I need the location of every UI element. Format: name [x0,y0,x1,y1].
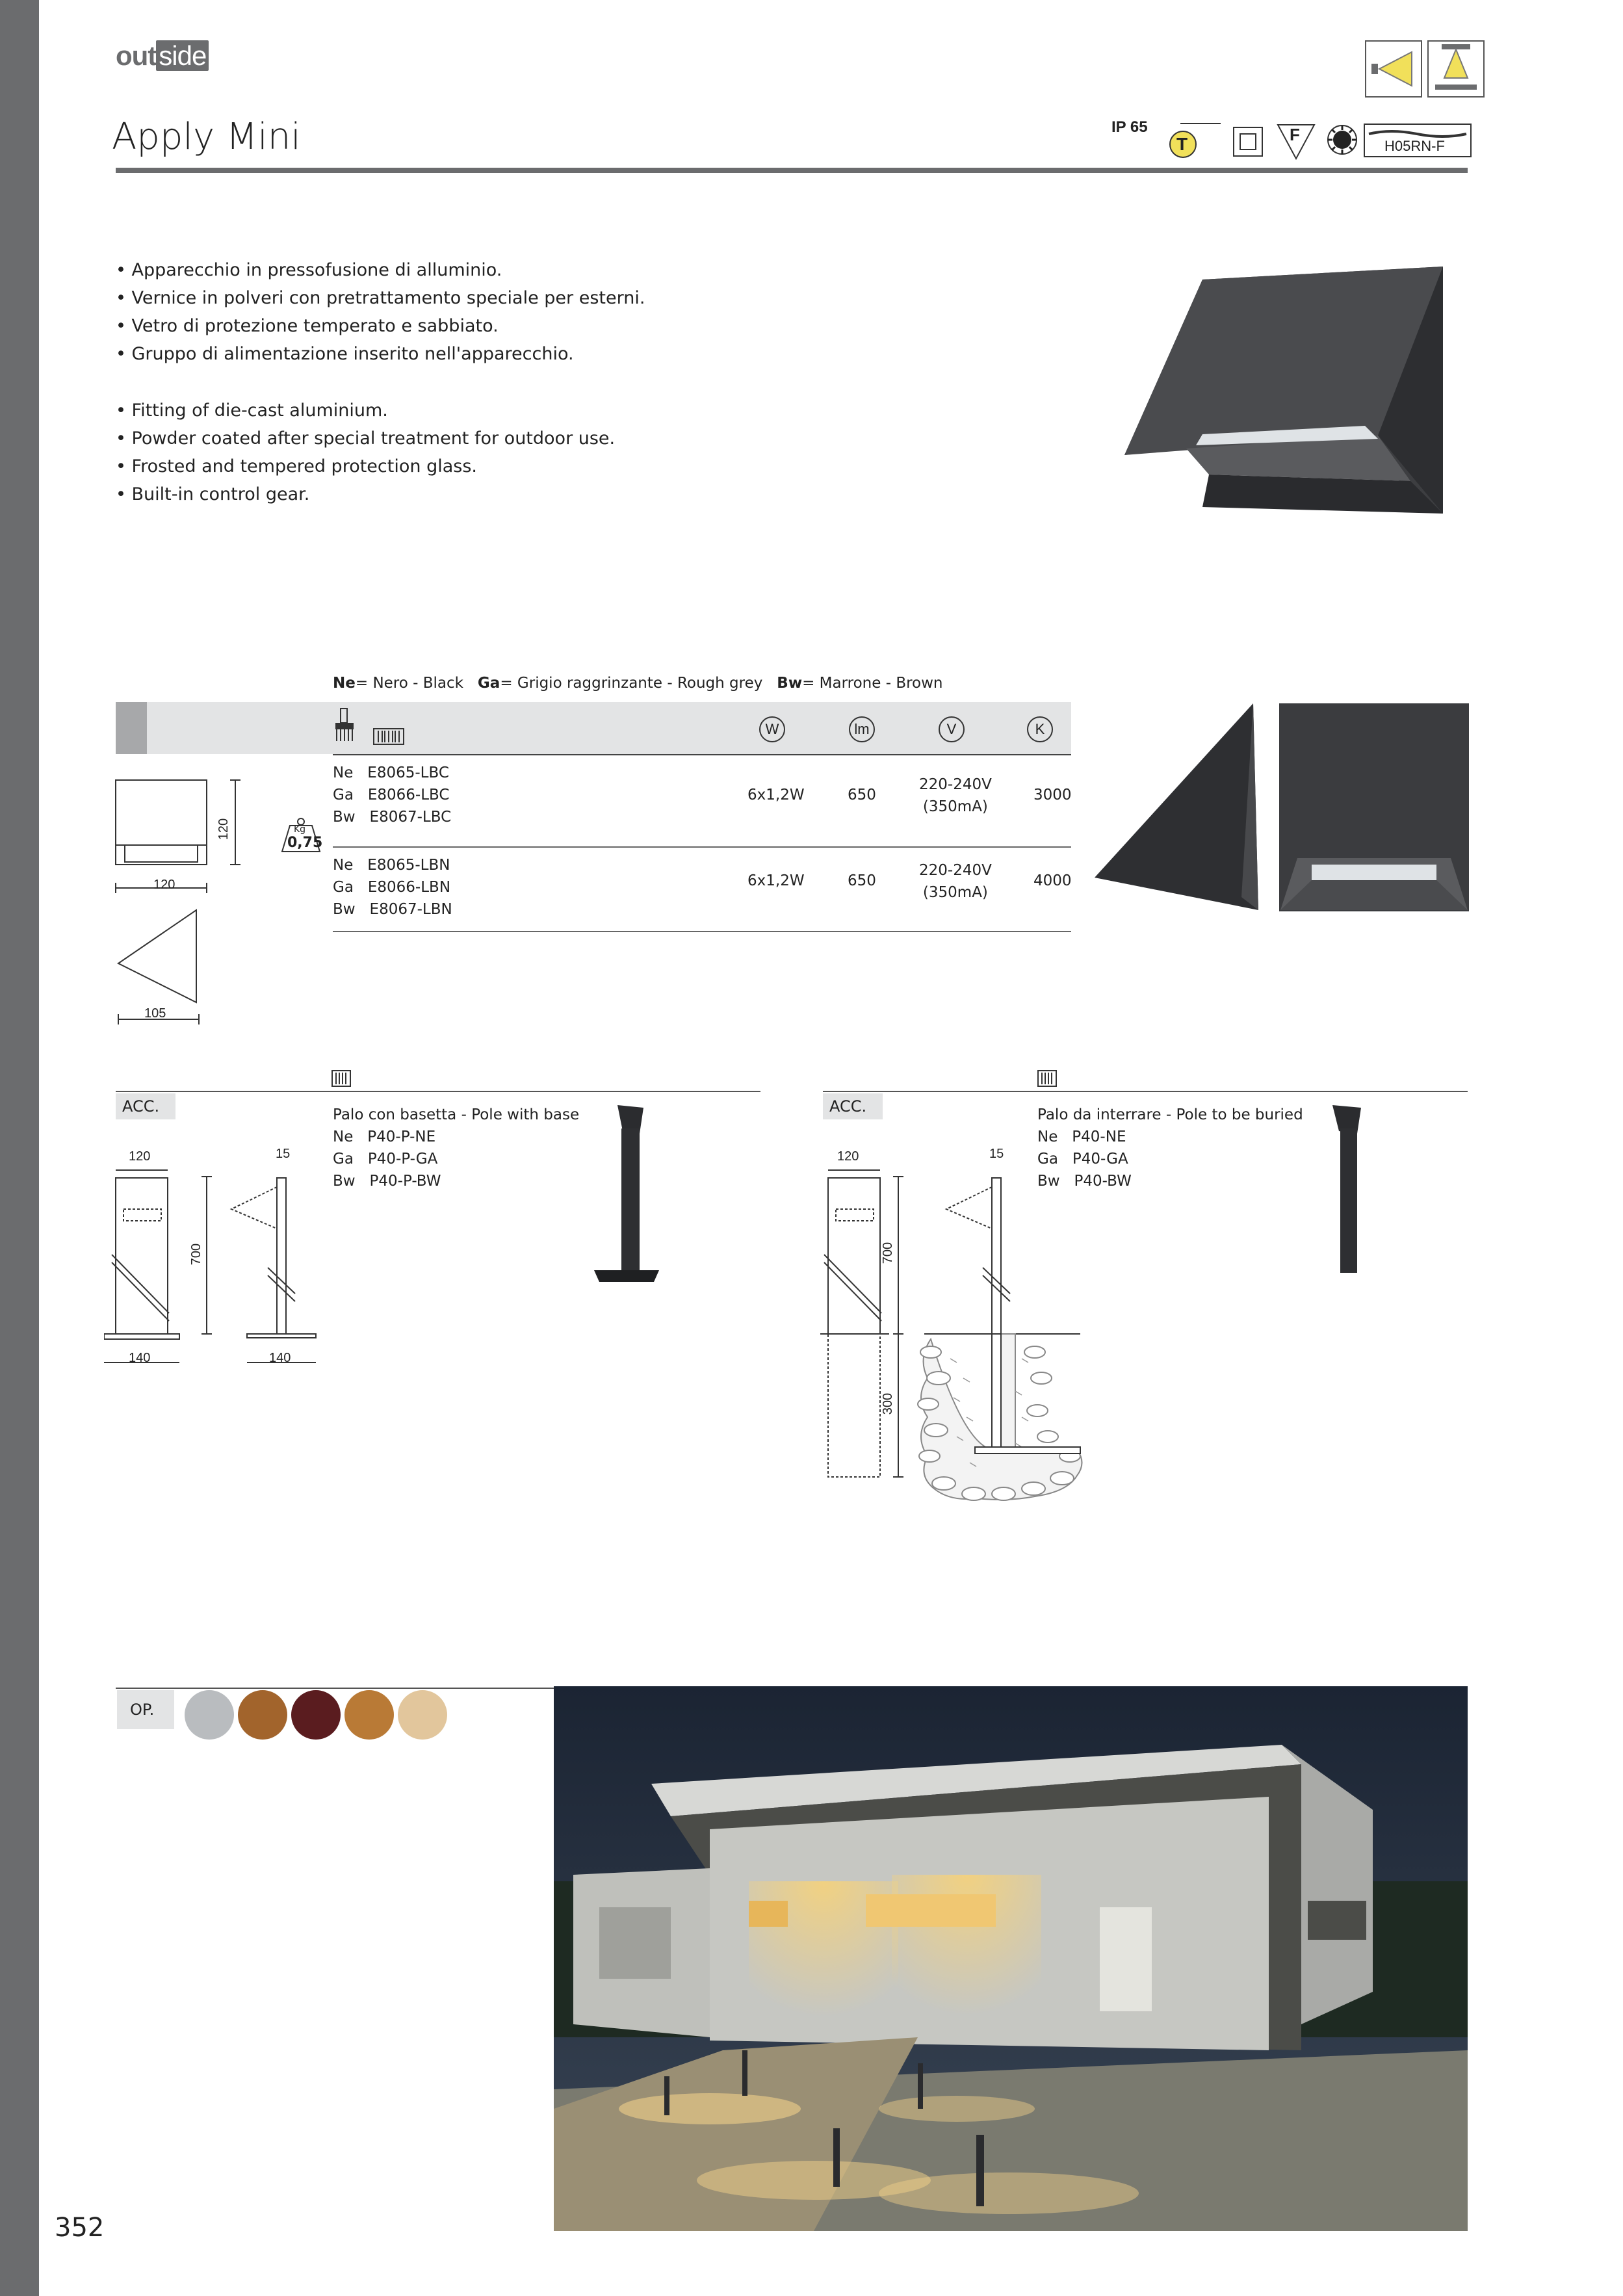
spec-table-header-accent [116,702,147,754]
front-height-label: 120 [216,818,231,841]
spec-table-header [116,702,1071,754]
item-color: Bw [1037,1173,1060,1190]
options-rule [116,1688,558,1689]
weight-value: 0,75 [287,835,323,851]
description-line: • Built-in control gear. [116,484,310,504]
volt-value-line: 220-240V [919,862,992,879]
pole-height-label: 700 [189,1243,204,1266]
row-color: Ne [333,764,354,781]
item-color: Ga [1037,1151,1058,1168]
finish-swatch [238,1690,287,1740]
class-ii-insulation-icon [1232,126,1265,161]
barcode-icon [373,728,404,745]
weight-unit: Kg [294,824,306,835]
glow-wire-icon [1326,124,1358,159]
pole-with-base-drawing [104,1164,325,1374]
buried-depth-label: 300 [881,1392,896,1415]
table-divider [333,931,1071,932]
watt-value: 6x1,2W [747,872,805,889]
product-main-image [1105,260,1443,536]
pole-tip-label: 15 [989,1147,1004,1161]
current-value-line: (350mA) [922,884,988,901]
barcode-icon [331,1070,351,1087]
accessory-rule [116,1091,760,1092]
row-code: E8065-LBC [367,764,449,781]
row-color: Ne [333,857,354,874]
accessory-title: Palo da interrare - Pole to be buried [1037,1106,1303,1123]
cable-type-label: H05RN-F [1384,138,1445,154]
volt-value-line: 220-240V [919,776,992,793]
item-color: Ga [333,1151,354,1168]
volt-header: V [939,716,965,742]
legend-code-ga: Ga [477,675,500,692]
description-english [116,397,615,508]
description-line: • Vernice in polveri con pretrattamento speciale per esterni. [116,288,645,308]
page-title: Apply Mini [112,116,301,158]
row-code: E8066-LBC [367,787,450,803]
pole-tip-label: 15 [276,1147,291,1161]
temperature-class-label: T [1176,134,1188,154]
row-code: E8066-LBN [367,879,451,896]
page-sidebar-band [0,0,39,2296]
pole-top-width-label: 120 [129,1149,151,1164]
pole-height-label: 700 [881,1242,896,1264]
description-italian [116,256,645,368]
list-item [333,1148,579,1170]
options-label: OP. [117,1690,174,1729]
description-line: • Apparecchio in pressofusione di alluminio. [116,260,502,280]
item-code: P40-P-GA [367,1151,438,1168]
accessory-label: ACC. [116,1093,175,1119]
lumen-value: 650 [848,787,876,803]
legend-text-ga: = Grigio raggrinzante - Rough grey [500,675,763,692]
item-color: Ne [333,1128,354,1145]
description-line: • Vetro di protezione temperato e sabbiato. [116,316,499,336]
row-color: Ga [333,879,354,896]
table-divider [333,754,1071,755]
pole-top-width-label: 120 [837,1149,859,1164]
list-item [1037,1126,1303,1148]
kelvin-value: 4000 [1033,872,1072,889]
page-number: 352 [55,2213,105,2243]
accessory-title: Palo con basetta - Pole with base [333,1106,580,1123]
kelvin-value: 3000 [1033,787,1072,803]
buried-pole-drawing [820,1164,1106,1543]
cable-type-badge [1364,124,1472,157]
brand-logo-prefix: out [116,40,157,71]
pole-base-label: 140 [129,1351,151,1365]
table-row-1 [333,854,452,876]
list-item [333,1170,579,1192]
item-code: P40-P-BW [369,1173,441,1190]
barcode-icon [1037,1070,1057,1087]
volt-value [919,774,992,818]
installation-photo [554,1686,1468,2231]
row-code: E8067-LBN [369,901,452,918]
row-color: Bw [333,901,356,918]
watt-header: W [759,716,785,742]
item-code: P40-NE [1072,1128,1126,1145]
list-item [333,1126,579,1148]
brand-logo-suffix: side [156,40,209,71]
item-code: P40-GA [1072,1151,1128,1168]
item-color: Bw [333,1173,356,1190]
paint-brush-icon [333,707,356,744]
finish-swatch [291,1690,341,1740]
current-value-line: (350mA) [922,798,988,815]
description-line: • Fitting of die-cast aluminium. [116,400,388,421]
color-legend [333,675,943,692]
finish-swatch [398,1690,447,1740]
watt-value: 6x1,2W [747,787,805,803]
kelvin-header: K [1027,716,1053,742]
temperature-class-icon [1165,121,1223,163]
pole-base-label: 140 [269,1351,291,1365]
finish-swatch [344,1690,394,1740]
description-line: • Frosted and tempered protection glass. [116,456,477,476]
brand-logo [116,40,209,72]
table-row-3 [333,806,451,828]
lumen-value: 650 [848,872,876,889]
legend-code-ne: Ne [333,675,356,692]
buried-pole-image [1312,1102,1370,1281]
front-width-label: 120 [153,878,175,892]
light-direction-side-icon [1365,40,1422,98]
pole-with-base-image [591,1102,663,1287]
volt-value [919,859,992,904]
product-side-image [1092,702,1261,914]
description-line: • Gruppo di alimentazione inserito nell'apparecchio. [116,344,574,364]
accessory-details [333,1104,579,1192]
accessory-label: ACC. [823,1093,883,1119]
row-color: Bw [333,809,356,826]
side-depth-label: 105 [144,1006,166,1021]
accessory-rule [823,1091,1468,1092]
item-color: Ne [1037,1128,1058,1145]
header-rule [116,168,1468,173]
legend-text-bw: = Marrone - Brown [802,675,943,692]
lumen-header: lm [849,716,875,742]
table-divider [333,846,1071,848]
finish-swatch [185,1690,234,1740]
description-line: • Powder coated after special treatment for outdoor use. [116,428,616,449]
row-code: E8067-LBC [369,809,452,826]
f-mark-icon [1277,124,1317,163]
table-row-2 [333,876,452,898]
weight-icon [278,816,324,855]
table-row [333,762,451,828]
ip-rating: IP 65 [1111,118,1148,136]
row-code: E8065-LBN [367,857,450,874]
f-mark-label: F [1290,125,1300,144]
legend-text-ne: = Nero - Black [355,675,463,692]
row-color: Ga [333,787,354,803]
product-front-image [1278,702,1470,915]
table-row [333,854,452,920]
table-row-3 [333,898,452,920]
table-row-1 [333,762,451,784]
item-code: P40-BW [1074,1173,1132,1190]
legend-code-bw: Bw [777,675,803,692]
table-row-2 [333,784,451,806]
light-direction-down-icon [1427,40,1485,98]
item-code: P40-P-NE [367,1128,436,1145]
